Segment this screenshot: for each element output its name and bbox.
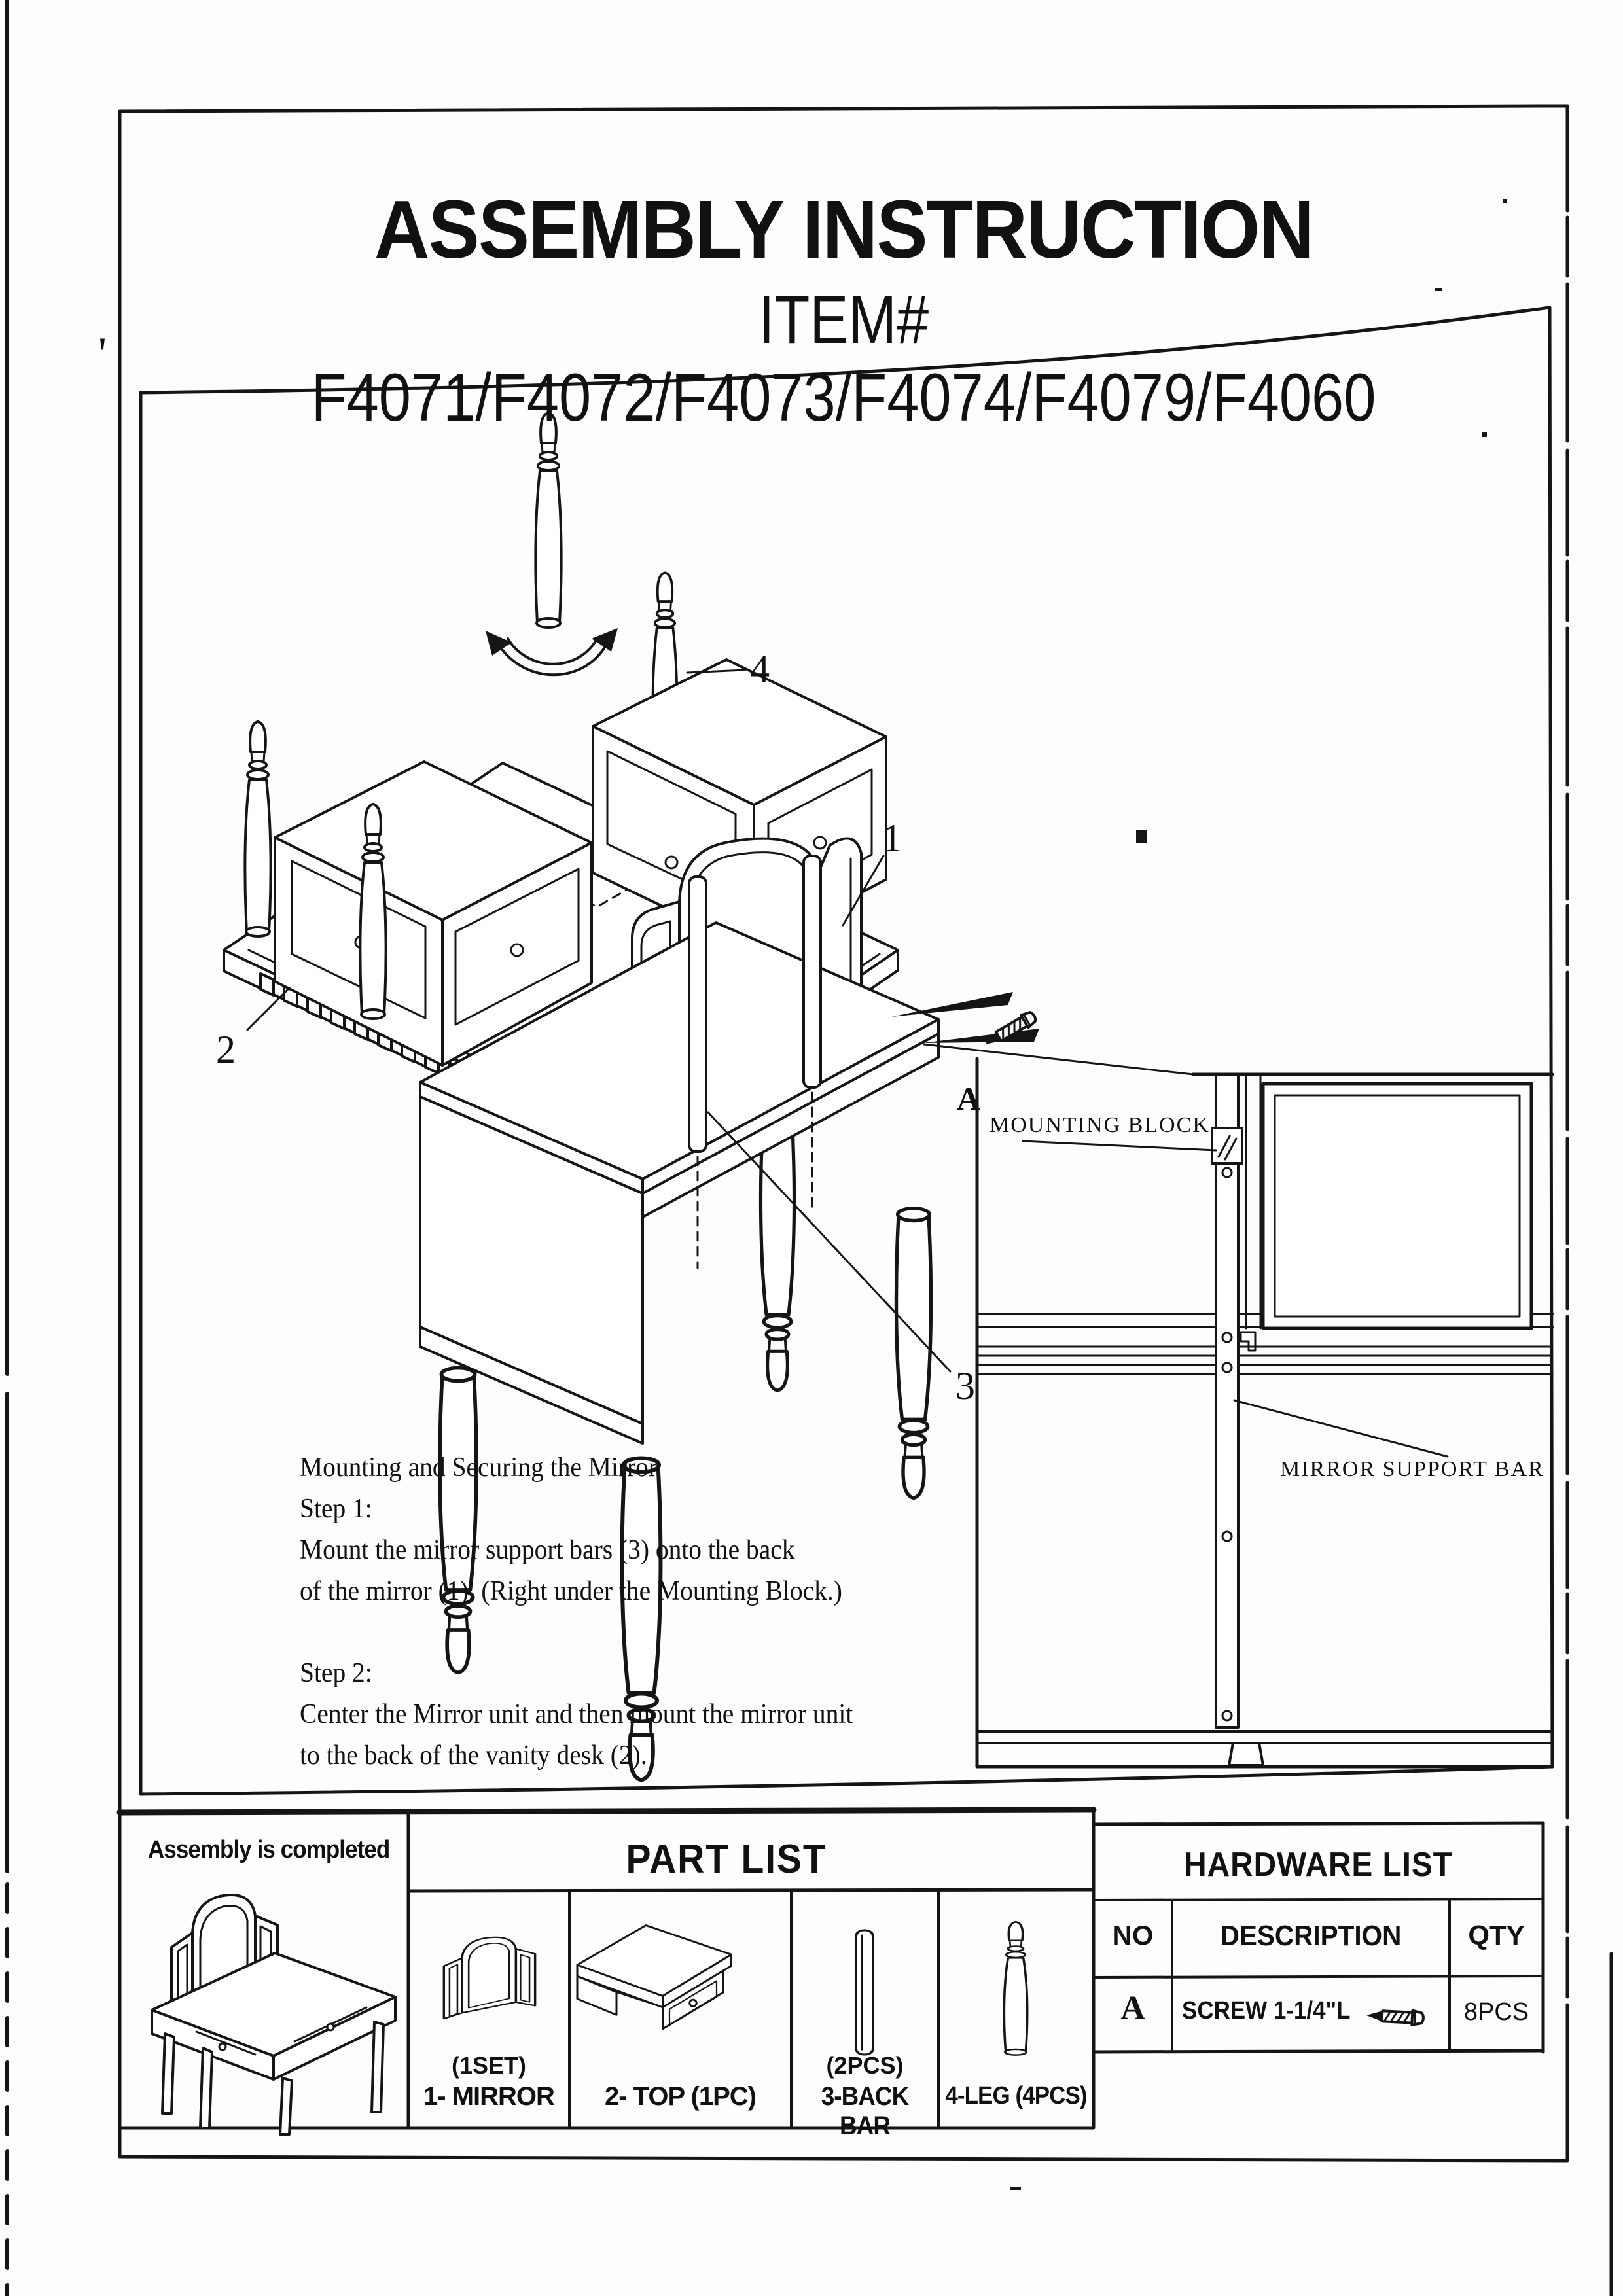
floating-leg-icon: [535, 413, 561, 627]
part-leg-icon: [1004, 1922, 1027, 2055]
part-mirror-icon: [444, 1937, 535, 2019]
mounting-block-shape: [1212, 1128, 1242, 1163]
hardware-row-no: A: [1120, 1990, 1145, 2027]
part-back-bar-icon: [856, 1930, 873, 2055]
mirror-support-bar-label: MIRROR SUPPORT BAR: [1280, 1457, 1544, 1481]
step1-label: Step 1:: [300, 1494, 372, 1524]
attached-leg-icon: [245, 722, 270, 936]
part3-label: 3-BACK BAR: [821, 2082, 909, 2140]
desk-leg-icon: [897, 1209, 931, 1498]
hardware-col-no: NO: [1112, 1920, 1154, 1951]
part3-note: (2PCS): [826, 2052, 904, 2079]
part1-note: (1SET): [451, 2052, 526, 2079]
hardware-screw-icon: [1366, 2008, 1423, 2026]
hardware-row-qty: 8PCS: [1463, 1998, 1529, 2026]
item-number-line: ITEM# F4071/F4072/F4073/F4074/F4079/F4060: [311, 282, 1376, 436]
assembled-vanity-thumbnail: [152, 1895, 395, 2134]
rotation-arrow-icon: [486, 628, 618, 675]
hardware-col-description: DESCRIPTION: [1220, 1920, 1402, 1952]
mounting-detail-figure: [977, 1059, 1552, 1767]
part-top-icon: [577, 1925, 732, 2028]
desk-leg-icon: [760, 1112, 794, 1390]
assembly-completed-label: Assembly is completed: [148, 1836, 390, 1863]
step2-line1: Center the Mirror unit and then mount the mirror unit: [300, 1699, 853, 1729]
part4-label: 4-LEG (4PCS): [945, 2082, 1087, 2110]
callout-desk: 2: [216, 1028, 236, 1071]
part-list-title: PART LIST: [626, 1837, 827, 1882]
mirror-frame-back: [1263, 1084, 1531, 1328]
stray-quote-mark: ': [98, 328, 107, 380]
step2-line2: to the back of the vanity desk (2).: [300, 1740, 647, 1771]
hardware-list-title: HARDWARE LIST: [1184, 1846, 1453, 1884]
hardware-col-qty: QTY: [1468, 1920, 1525, 1951]
instructions-block: [300, 1447, 853, 1776]
callout-leg: 4: [750, 647, 770, 690]
step2-label: Step 2:: [300, 1658, 372, 1688]
page-title: ASSEMBLY INSTRUCTION: [374, 183, 1313, 275]
part2-label: 2- TOP (1PC): [604, 2082, 757, 2111]
step1-line1: Mount the mirror support bars (3) onto the back: [300, 1535, 795, 1565]
callout-back-bar: 3: [955, 1364, 975, 1407]
instructions-heading: Mounting and Securing the Mirror: [300, 1453, 658, 1483]
paragraph-gap: [300, 1612, 853, 1653]
part1-label: 1- MIRROR: [423, 2082, 554, 2111]
hardware-row-description: SCREW 1-1/4"L: [1182, 1997, 1351, 2024]
step1-line2: of the mirror (1). (Right under the Mounting Block.): [300, 1576, 842, 1606]
callout-mirror: 1: [882, 817, 902, 860]
mounting-block-label: MOUNTING BLOCK: [990, 1113, 1210, 1137]
callout-screw: A: [957, 1080, 981, 1117]
